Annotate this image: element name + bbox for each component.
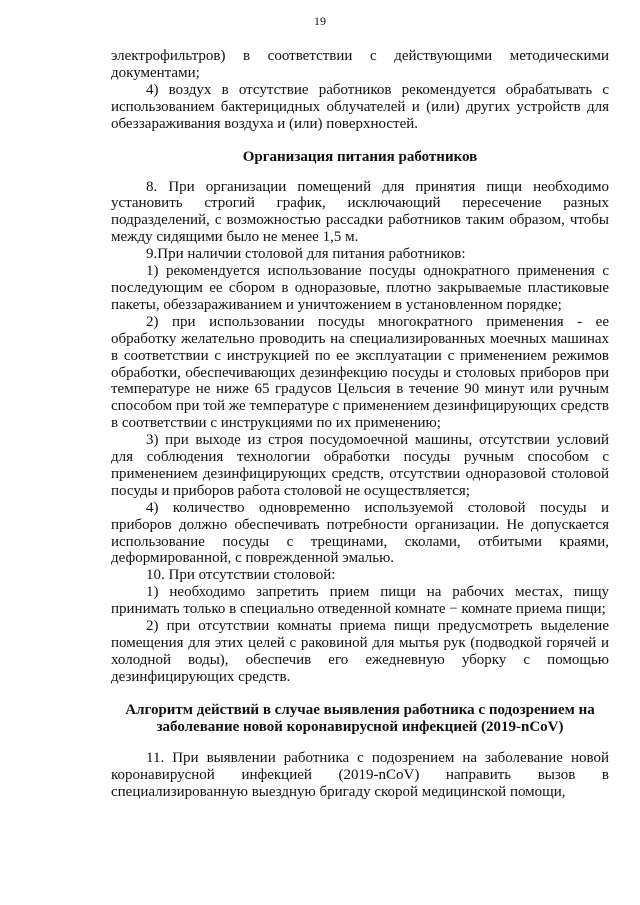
paragraph: 1) необходимо запретить прием пищи на рабочих местах, пищу принимать только в специально отведенной комнате − комнате приема пищи; — [111, 584, 609, 618]
paragraph: 10. При отсутствии столовой: — [146, 567, 336, 584]
paragraph: 2) при использовании посуды многократного применения - ее обработку желательно проводить на специализированных моечных машинах в соответствии с инструкцией по ее эксплуатации с применением режимов обработки, обеспечивающих дезинфекцию посуды и столовых приборов при температуре не ниже 65 градусов Цельсия в течение 90 минут или ручным способом при той же температуре с применением дезинфицирующих средств в соответствии с инструкциями по их применению; — [111, 313, 609, 432]
section-heading: Организация питания работников — [242, 148, 478, 165]
paragraph: 9.При наличии столовой для питания работников: — [146, 246, 466, 263]
section-heading: Алгоритм действий в случае выявления работника с подозрением на заболевание новой коронавирусной инфекцией (2019-nCoV) — [125, 701, 595, 735]
document-body — [111, 48, 609, 800]
paragraph: 1) рекомендуется использование посуды однократного применения с последующим ее сбором в одноразовые, плотно закрываемые пластиковые пакеты, обеззараживанием и уничтожением в установленном порядке; — [111, 263, 609, 313]
paragraph: 11. При выявлении работника с подозрением на заболевание новой коронавирусной инфекцией (2019-nCoV) направить вызов в специализированную выездную бригаду скорой медицинской помощи, — [111, 749, 609, 800]
paragraph: 2) при отсутствии комнаты приема пищи предусмотреть выделение помещения для этих целей с раковиной для мытья рук (подводкой горячей и холодной воды), обеспечив его ежедневную уборку с помощью дезинфицирующих средств. — [111, 618, 609, 685]
paragraph: 4) воздух в отсутствие работников рекомендуется обрабатывать с использованием бактерицидных облучателей и (или) других устройств для обеззараживания воздуха и (или) поверхностей. — [111, 81, 609, 132]
paragraph: 3) при выходе из строя посудомоечной машины, отсутствии условий для соблюдения технологии обработки посуды ручным способом с применением дезинфицирующих средств, отсутствии одноразовой столовой посуды и приборов работа столовой не осуществляется; — [111, 432, 609, 499]
paragraph: 8. При организации помещений для принятия пищи необходимо установить строгий график, исключающий пересечение разных подразделений, с возможностью рассадки работников таким образом, чтобы между сидящими было не менее 1,5 м. — [111, 178, 609, 246]
page-number: 19 — [314, 14, 326, 28]
paragraph: 4) количество одновременно используемой столовой посуды и приборов должно обеспечивать потребности организации. Не допускается использование посуды с трещинами, сколами, отбитыми краями, деформированной, с поврежденной эмалью. — [111, 499, 609, 567]
paragraph: электрофильтров) в соответствии с действующими методическими документами; — [111, 48, 609, 81]
